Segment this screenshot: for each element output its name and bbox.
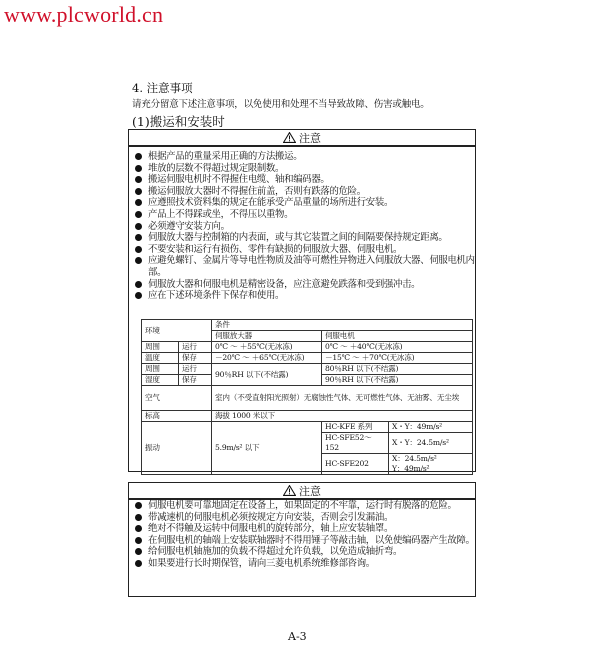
warning-triangle-icon — [283, 132, 296, 143]
table-cell: －20℃ ～ ＋65℃(无冰冻) — [212, 353, 322, 364]
col-motor-header: 伺服电机 — [322, 331, 473, 342]
col-amp-header: 伺服放大器 — [212, 331, 322, 342]
caution-list-1 — [129, 146, 475, 302]
list-item: 在伺服电机的轴端上安装联轴器时不得用锤子等敲击轴，以免使编码器产生故障。 — [129, 535, 475, 547]
list-item: 搬运伺服放大器时不得握住前盖，否则有跌落的危险。 — [129, 186, 475, 198]
table-cell: 80％RH 以下(不结露) — [322, 364, 473, 375]
caution-title-1: 注意 — [299, 131, 321, 145]
table-cell: 90％RH 以下(不结露) — [322, 375, 473, 386]
table-cell: HC-KFE 系列 — [322, 422, 389, 433]
list-item: 根据产品的重量采用正确的方法搬运。 — [129, 151, 475, 163]
table-cell: 0℃ ～ ＋55℃(无冰冻) — [212, 342, 322, 353]
list-item: 必须遵守安装方向。 — [129, 221, 475, 233]
table-cell: 0℃ ～ ＋40℃(无冰冻) — [322, 342, 473, 353]
temp-label: 温度 — [142, 353, 179, 364]
warning-triangle-icon — [283, 485, 296, 496]
list-item: 不要安装和运行有损伤、零件有缺损的伺服放大器、伺服电机。 — [129, 244, 475, 256]
humid-label: 湿度 — [142, 375, 179, 386]
air-label: 空气 — [142, 386, 212, 411]
table-cell: X・Y：49m/s² — [389, 422, 473, 433]
vib-value-x: X：24.5m/s² — [392, 454, 437, 463]
vib-value-y: Y：49m/s² — [392, 464, 430, 473]
temp-label: 周围 — [142, 342, 179, 353]
list-item: 应在下述环境条件下保存和使用。 — [129, 290, 475, 302]
store-label: 保存 — [179, 375, 212, 386]
list-item: 产品上不得踩或坐，不得压以重物。 — [129, 209, 475, 221]
table-cell: X・Y：24.5m/s² — [389, 433, 473, 454]
run-label: 运行 — [179, 342, 212, 353]
list-item: 搬运伺服电机时不得握住电缆、轴和编码器。 — [129, 174, 475, 186]
subsection-title: (1)搬运和安装时 — [132, 114, 225, 129]
caution-title-2: 注意 — [299, 484, 321, 498]
table-cell: 5.9m/s² 以下 — [212, 422, 322, 475]
section-title: 4. 注意事项 — [132, 81, 193, 95]
col-env-header: 环境 — [142, 320, 212, 342]
table-cell: 90％RH 以下(不结露) — [212, 364, 322, 386]
intro-text: 请充分留意下述注意事项，以免使用和处理不当导致故障、伤害或触电。 — [132, 99, 430, 110]
caution-header-1 — [128, 129, 476, 147]
list-item: 伺服电机要可靠地固定在设备上，如果固定的不牢靠，运行时有脱落的危险。 — [129, 500, 475, 512]
table-cell: －15℃ ～ ＋70℃(无冰冻) — [322, 353, 473, 364]
caution-header-2 — [128, 482, 476, 500]
run-label: 运行 — [179, 364, 212, 375]
table-cell: 海拔 1000 米以下 — [212, 411, 473, 422]
humid-label: 周围 — [142, 364, 179, 375]
altitude-label: 标高 — [142, 411, 212, 422]
list-item: 伺服放大器和伺服电机是精密设备，应注意避免跌落和受到强冲击。 — [129, 279, 475, 291]
list-item: 给伺服电机轴施加的负载不得超过允许负载，以免造成轴折弯。 — [129, 546, 475, 558]
list-item: 带减速机的伺服电机必须按规定方向安装，否则会引发漏油。 — [129, 512, 475, 524]
page-number: A-3 — [288, 630, 307, 643]
table-cell: 室内（不受直射阳光照射）无腐蚀性气体、无可燃性气体、无油雾、无尘埃 — [212, 386, 473, 411]
list-item: 应避免螺钉、金属片等导电性物质及油等可燃性异物进入伺服放大器、伺服电机内部。 — [129, 255, 475, 278]
list-item: 伺服放大器与控制箱的内表面，或与其它装置之间的间隔要保持规定距离。 — [129, 232, 475, 244]
list-item: 绝对不得触及运转中伺服电机的旋转部分，轴上应安装轴罩。 — [129, 523, 475, 535]
table-cell: HC-SFE202 — [322, 454, 389, 475]
list-item: 应遵照技术资料集的规定在能承受产品重量的场所进行安装。 — [129, 197, 475, 209]
watermark: www.plcworld.cn — [4, 2, 164, 27]
vibration-label: 振动 — [142, 422, 212, 475]
table-cell: HC-SFE52～152 — [322, 433, 389, 454]
table-cell — [389, 454, 473, 475]
list-item: 如果要进行长时期保管，请向三菱电机系统维修部咨询。 — [129, 558, 475, 570]
col-condition-header: 条件 — [212, 320, 473, 331]
caution-box-2 — [128, 499, 476, 597]
store-label: 保存 — [179, 353, 212, 364]
list-item: 堆放的层数不得超过规定限制数。 — [129, 163, 475, 175]
caution-list-2 — [129, 499, 475, 570]
environment-table — [141, 319, 473, 475]
